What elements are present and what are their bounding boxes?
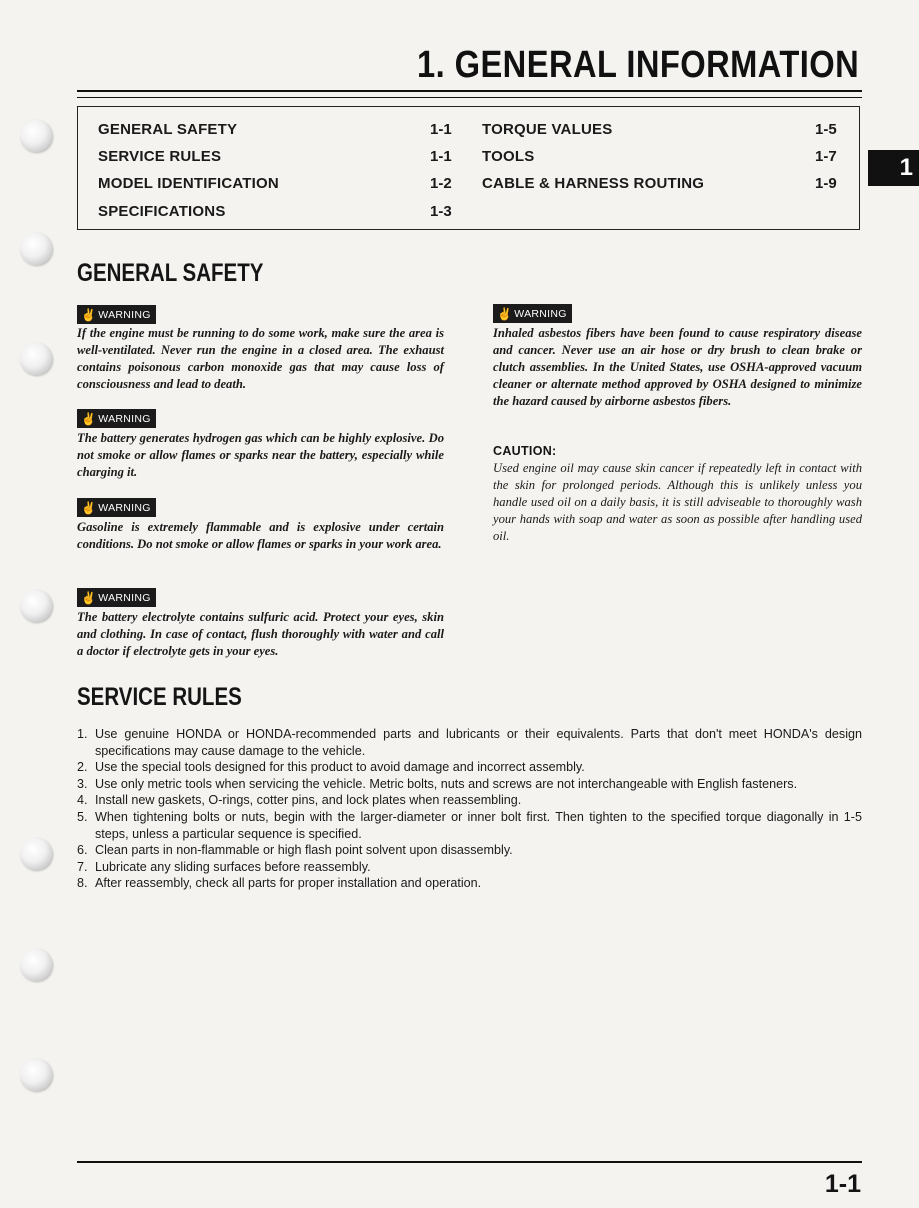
warning-hand-icon: ✌ <box>81 411 97 426</box>
binder-hole <box>20 1059 52 1091</box>
service-rules-list <box>77 726 862 892</box>
chapter-title: 1. GENERAL INFORMATION <box>416 44 859 86</box>
list-item: 3. Use only metric tools when servicing the vehicle. Metric bolts, nuts and screws are not interchangeable with English fasteners. <box>77 776 798 791</box>
toc-page: 1-1 <box>430 121 452 138</box>
warning-text: Inhaled asbestos fibers have been found to cause respiratory disease and cancer. Never use an air hose or dry brush to clean brake or clutch assemblies. In the United States, use OSHA-approved vacuum cleaner or alternate method approved by OSHA designed to minimize the hazard caused by airborne asbestos fibers. <box>493 326 862 408</box>
caution-text: Used engine oil may cause skin cancer if repeatedly left in contact with the skin for prolonged periods. Although this is unlikely unless you handle used oil on a daily basis, it is still adviseable to thoroughly wash your hands with soap and water as soon as possible after handling used oil. <box>493 461 862 543</box>
section-heading-service-rules: SERVICE RULES <box>77 683 242 711</box>
list-item: 2. Use the special tools designed for this product to avoid damage and incorrect assembly. <box>77 760 585 775</box>
warning-hand-icon: ✌ <box>81 590 97 605</box>
binder-hole <box>20 949 52 981</box>
chapter-tab: 1 <box>868 150 919 186</box>
list-item: 7. Lubricate any sliding surfaces before reassembly. <box>77 859 371 874</box>
toc-box <box>77 106 860 230</box>
binder-hole <box>20 343 52 375</box>
toc-entry[interactable]: CABLE & HARNESS ROUTING <box>482 175 705 192</box>
warning-text: If the engine must be running to do some work, make sure the area is well-ventilated. Never run the engine in a closed area. The exhaust contains poisonous carbon monoxide gas that may cause loss of consciousness and lead to death. <box>77 326 444 391</box>
binder-hole <box>20 120 52 152</box>
list-item: 5. When tightening bolts or nuts, begin with the larger-diameter or inner bolt first. Then tighten to the specified torque diagonally in 1-5 steps, unless a particular sequence is specified. <box>77 809 862 841</box>
title-divider <box>77 90 862 92</box>
toc-page: 1-7 <box>815 148 837 165</box>
warning-label: WARNING <box>98 591 151 604</box>
toc-entry[interactable]: TOOLS <box>482 148 535 165</box>
warning-badge <box>77 498 156 517</box>
binder-hole <box>20 233 52 265</box>
warning-badge <box>77 588 156 607</box>
toc-entry[interactable]: GENERAL SAFETY <box>98 121 238 138</box>
warning-badge <box>77 305 156 324</box>
toc-page: 1-1 <box>430 148 452 165</box>
warning-label: WARNING <box>514 307 567 320</box>
toc-entry[interactable]: SERVICE RULES <box>98 148 222 165</box>
toc-entry[interactable]: MODEL IDENTIFICATION <box>98 175 279 192</box>
list-item: 6. Clean parts in non-flammable or high flash point solvent upon disassembly. <box>77 843 513 858</box>
warning-badge <box>493 304 572 323</box>
warning-hand-icon: ✌ <box>81 500 97 515</box>
toc-page: 1-9 <box>815 175 837 192</box>
toc-page: 1-3 <box>430 203 452 220</box>
warning-hand-icon: ✌ <box>497 306 513 321</box>
toc-entry[interactable]: TORQUE VALUES <box>482 121 613 138</box>
warning-text: The battery generates hydrogen gas which can be highly explosive. Do not smoke or allow flames or sparks near the battery, especially while charging it. <box>77 431 444 479</box>
warning-badge <box>77 409 156 428</box>
list-item: 4. Install new gaskets, O-rings, cotter pins, and lock plates when reassembling. <box>77 793 522 808</box>
list-item: 1. Use genuine HONDA or HONDA-recommended parts and lubricants or their equivalents. Parts that don't meet HONDA's design specifications may cause damage to the vehicle. <box>77 727 862 758</box>
toc-entry[interactable]: SPECIFICATIONS <box>98 203 226 220</box>
binder-hole <box>20 590 52 622</box>
toc-page: 1-2 <box>430 175 452 192</box>
footer-divider <box>77 1161 862 1163</box>
warning-text: The battery electrolyte contains sulfuric acid. Protect your eyes, skin and clothing. In case of contact, flush thoroughly with water and call a doctor if electrolyte gets in your eyes. <box>77 610 444 658</box>
section-heading-general-safety: GENERAL SAFETY <box>77 259 264 287</box>
warning-label: WARNING <box>98 412 151 425</box>
warning-hand-icon: ✌ <box>81 307 97 322</box>
list-item: 8. After reassembly, check all parts for proper installation and operation. <box>77 876 482 891</box>
caution-label: CAUTION: <box>493 444 557 458</box>
warning-text: Gasoline is extremely flammable and is explosive under certain conditions. Do not smoke or allow flames or sparks in your work area. <box>77 520 444 551</box>
title-divider-thin <box>77 97 862 98</box>
page-number: 1-1 <box>824 1170 861 1198</box>
toc-page: 1-5 <box>815 121 837 138</box>
binder-hole <box>20 838 52 870</box>
warning-label: WARNING <box>98 308 151 321</box>
warning-label: WARNING <box>98 501 151 514</box>
